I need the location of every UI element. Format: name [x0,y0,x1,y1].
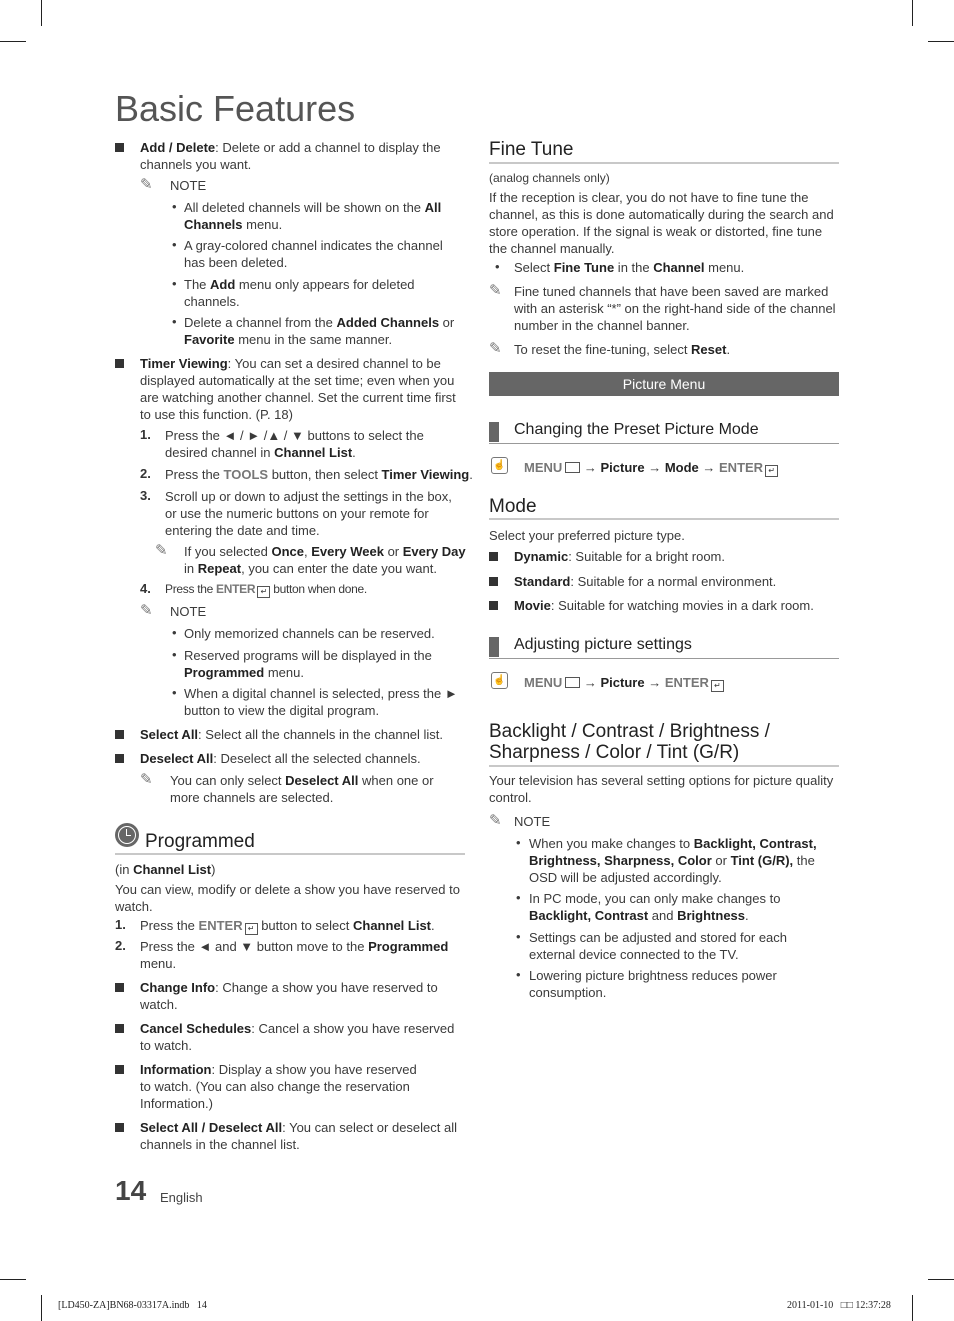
note-item: Reserved programs will be displayed in the Programmed menu. [184,648,432,680]
bullet-square [115,359,124,368]
programmed-intro: You can view, modify or delete a show you have reserved to watch. [115,882,460,914]
note-item: When a digital channel is selected, press the ► button to view the digital program. [184,686,458,718]
backlight-note: In PC mode, you can only make changes to Backlight, Contrast and Brightness. [529,891,781,923]
mode-dynamic: Dynamic: Suitable for a bright room. [514,549,726,564]
select-all-item: Select All: Select all the channels in the channel list. [140,727,444,742]
bullet-dot: • [172,276,177,291]
bullet-dot: • [172,685,177,700]
step-text: Press the ENTER ↵ button to select Channel List. [140,918,435,933]
note-pencil-icon: ✎ [140,176,153,193]
menu-icon [565,677,580,688]
backlight-note: When you make changes to Backlight, Contrast, Brightness, Sharpness, Color or Tint (G/R), the OSD will be adjusted accordingly. [529,836,817,885]
note-item: Delete a channel from the Added Channels or Favorite menu in the same manner. [184,315,455,347]
bullet-square [115,1065,124,1074]
step-number: 3. [140,488,151,503]
bullet-square [115,983,124,992]
fine-tune-body: If the reception is clear, you do not have to fine tune the channel, as this is done automatically during the search and store operation. If the signal is weak or distorted, fine tune the channel manually. [489,190,834,256]
note-pencil-icon: ✎ [140,771,153,788]
change-info-item: Change Info: Change a show you have reserved to watch. [140,980,438,1012]
bullet-square [115,1123,124,1132]
bullet-dot: • [172,314,177,329]
remote-hand-icon: ☝ [491,672,508,689]
backlight-note: Lowering picture brightness reduces power consumption. [529,968,777,1000]
bullet-square [115,754,124,763]
step-text: Press the ◄ and ▼ button move to the Programmed menu. [140,939,449,971]
note-item: The Add menu only appears for deleted channels. [184,277,415,309]
step-number: 2. [140,466,151,481]
mode-intro: Select your preferred picture type. [489,528,685,543]
fine-tune-note: Fine tuned channels that have been saved are marked with an asterisk “*” on the right-hand side of the channel number in the channel banner. [514,284,836,333]
menu-icon [565,462,580,473]
step-text: Press the ENTER ↵ button when done. [165,582,367,596]
bullet-square [489,577,498,586]
heading-rule [489,518,839,520]
crop-mark [0,1279,26,1280]
note-pencil-icon: ✎ [489,340,502,357]
bullet-square [115,730,124,739]
note-label: NOTE [170,178,207,193]
adjust-heading: Adjusting picture settings [514,636,692,653]
bullet-dot: • [516,835,521,850]
mode-standard: Standard: Suitable for a normal environment. [514,574,777,589]
bullet-dot: • [172,647,177,662]
enter-icon: ↵ [765,465,778,477]
cancel-schedules-item: Cancel Schedules: Cancel a show you have reserved to watch. [140,1021,455,1053]
programmed-heading: Programmed [145,831,255,852]
step-text: Press the TOOLS button, then select Timer Viewing. [165,467,473,482]
crop-mark [912,0,913,26]
crop-mark [912,1295,913,1321]
heading-rule [489,658,839,659]
bullet-dot: • [172,237,177,252]
crop-mark [41,0,42,26]
step-number: 4. [140,581,151,596]
crop-mark [928,41,954,42]
adjust-menu-path: MENU → Picture → ENTER ↵ [524,674,724,692]
backlight-intro: Your television has several setting options for picture quality control. [489,773,834,805]
heading-rule [489,162,839,164]
deselect-all-item: Deselect All: Deselect all the selected channels. [140,751,421,766]
step-number: 1. [140,427,151,442]
backlight-heading: Backlight / Contrast / Brightness / Sharpness / Color / Tint (G/R) [489,721,770,763]
fine-tune-sub: (analog channels only) [489,171,610,185]
enter-icon: ↵ [257,586,270,598]
page-number: 14 [115,1175,147,1206]
heading-rule [489,443,839,444]
bullet-square [115,1024,124,1033]
bullet-dot: • [516,890,521,905]
select-deselect-all-item: Select All / Deselect All: You can select or deselect all channels in the channel list. [140,1120,457,1152]
heading-rule [489,765,839,767]
mode-heading: Mode [489,496,537,517]
fine-tune-bullet: Select Fine Tune in the Channel menu. [514,260,745,275]
bullet-dot: • [495,259,500,274]
note-pencil-icon: ✎ [155,542,168,559]
note-pencil-icon: ✎ [489,282,502,299]
bullet-square [489,552,498,561]
step-note: If you selected Once, Every Week or Every Day in Repeat, you can enter the date you want. [184,544,466,576]
bullet-dot: • [516,967,521,982]
timer-viewing-item: Timer Viewing: You can set a desired channel to be displayed automatically at the set time; even when you are watching another channel. Set the current time first to use this function. (P. 18) [140,356,456,422]
bullet-square [489,601,498,610]
picture-menu-banner: Picture Menu [489,372,839,396]
crop-mark [928,1279,954,1280]
enter-icon: ↵ [245,923,258,935]
note-item: Only memorized channels can be reserved. [184,626,435,641]
fine-tune-heading: Fine Tune [489,139,574,160]
fine-tune-reset-note: To reset the fine-tuning, select Reset. [514,342,731,357]
backlight-note: Settings can be adjusted and stored for each external device connected to the TV. [529,930,788,962]
step-text: Press the ◄ / ► /▲ / ▼ buttons to select the desired channel in Channel List. [165,428,424,460]
note-pencil-icon: ✎ [489,812,502,829]
bullet-dot: • [516,929,521,944]
page-language: English [160,1190,203,1205]
crop-mark [41,1295,42,1321]
programmed-context: (in Channel List) [115,862,216,877]
bullet-square [115,143,124,152]
note-label: NOTE [514,814,551,829]
preset-menu-path: MENU → Picture → Mode → ENTER ↵ [524,459,778,477]
print-stamp: 2011-01-10 □□ 12:37:28 [787,1300,891,1311]
note-pencil-icon: ✎ [140,602,153,619]
remote-hand-icon: ☝ [491,457,508,474]
deselect-note: You can only select Deselect All when one or more channels are selected. [170,773,434,805]
add-delete-item: Add / Delete: Delete or add a channel to display the channels you want. [140,140,441,172]
crop-mark [0,41,26,42]
note-item: All deleted channels will be shown on the All Channels menu. [184,200,442,232]
page-title: Basic Features [115,88,356,129]
clock-icon [115,823,139,847]
file-info: [LD450-ZA]BN68-03317A.indb 14 [58,1300,207,1311]
section-bar [489,637,499,657]
step-number: 1. [115,917,126,932]
preset-heading: Changing the Preset Picture Mode [514,421,759,438]
note-label: NOTE [170,604,207,619]
bullet-dot: • [172,625,177,640]
note-item: A gray-colored channel indicates the channel has been deleted. [184,238,443,270]
step-text: Scroll up or down to adjust the settings in the box, or use the numeric buttons on your remote for entering the date and time. [165,489,452,538]
enter-icon: ↵ [711,680,724,692]
section-bar [489,422,499,442]
heading-rule [115,853,465,855]
information-item: Information: Display a show you have reserved to watch. (You can also change the reservation Information.) [140,1062,417,1111]
step-number: 2. [115,938,126,953]
mode-movie: Movie: Suitable for watching movies in a dark room. [514,598,814,613]
bullet-dot: • [172,199,177,214]
